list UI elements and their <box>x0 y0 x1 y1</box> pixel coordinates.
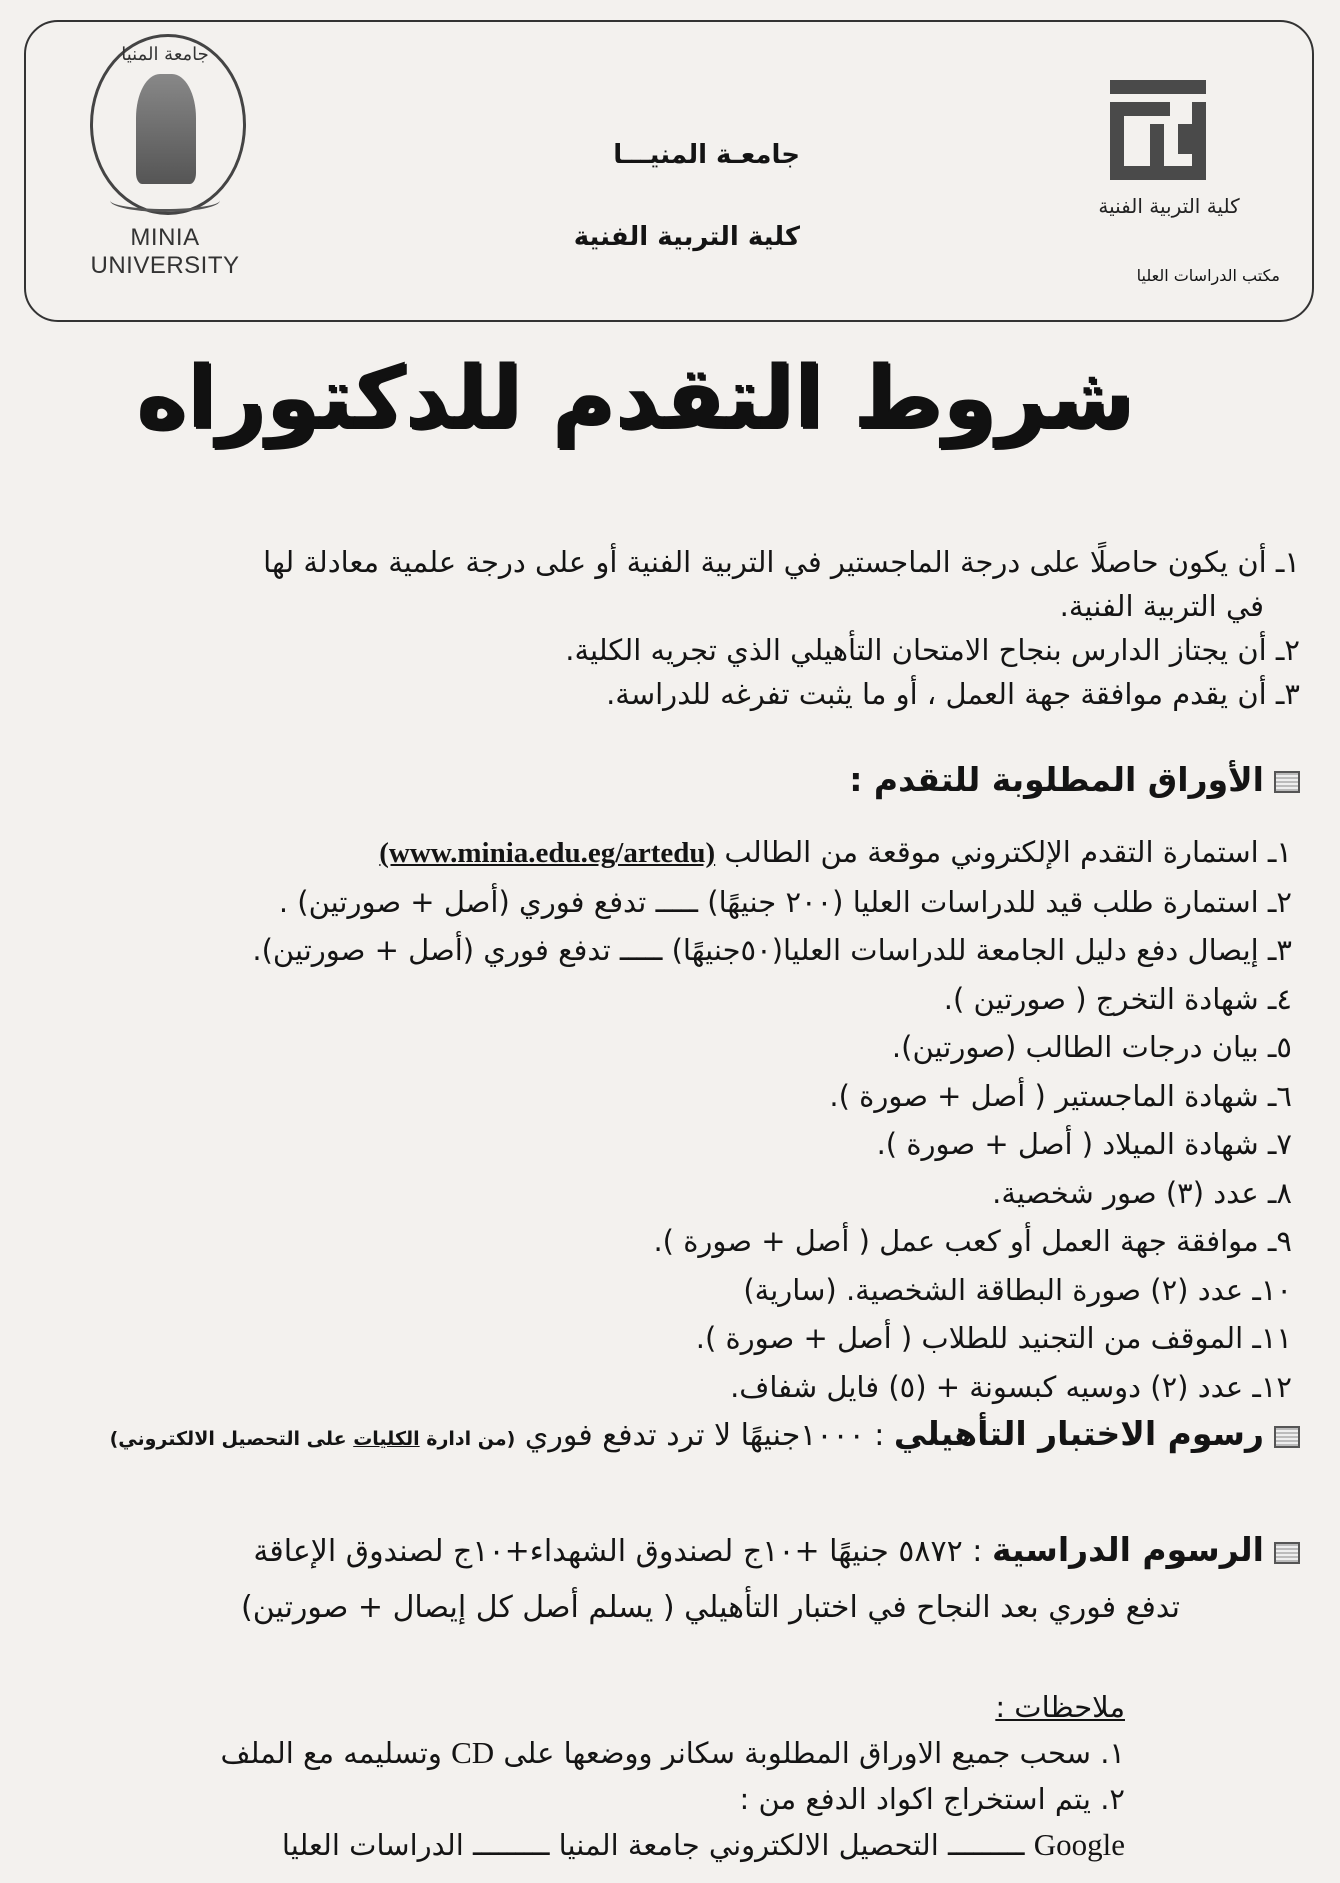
condition-2: ٢ـ أن يجتاز الدارس بنجاح الامتحان التأهيلي الذي تجريه الكلية. <box>565 633 1300 667</box>
qualifying-fee <box>20 1412 1300 1461</box>
bullet-square-icon <box>1274 771 1300 793</box>
study-fee-line2: تدفع فوري بعد النجاح في اختبار التأهيلي ( يسلم أصل كل إيصال + صورتين) <box>240 1590 1180 1625</box>
notes-list <box>25 1730 1125 1868</box>
notes-heading: ملاحظات : <box>995 1690 1125 1724</box>
qualifying-fee-text: : ١٠٠٠جنيهًا لا ترد تدفع فوري <box>524 1418 885 1453</box>
paper-item: ١١ـ الموقف من التجنيد للطلاب ( أصل + صورة ). <box>695 1321 1292 1355</box>
seal-english-text: MINIA UNIVERSITY <box>90 224 240 279</box>
paper-item <box>2 828 1292 878</box>
paper-item: ٥ـ بيان درجات الطالب (صورتين). <box>891 1030 1292 1064</box>
study-fee-text: : ٥٨٧٢ جنيهًا +١٠ج لصندوق الشهداء+١٠ج لصندوق الإعاقة <box>253 1534 983 1569</box>
qualifying-fee-note: (من ادارة الكليات على التحصيل الالكتروني) <box>109 1428 516 1450</box>
qualifying-fee-heading: رسوم الاختبار التأهيلي <box>893 1414 1264 1453</box>
application-url-link[interactable]: (www.minia.edu.eg/artedu) <box>379 837 716 869</box>
logo-text: كلية التربية الفنية <box>1098 194 1240 218</box>
open-book-icon <box>110 189 220 212</box>
note-1 <box>25 1730 1125 1776</box>
paper-item-text: ١ـ استمارة التقدم الإلكتروني موقعة من الطالب <box>724 835 1292 869</box>
paper-item: ٧ـ شهادة الميلاد ( أصل + صورة ). <box>876 1127 1292 1161</box>
paper-item: ١٠ـ عدد (٢) صورة البطاقة الشخصية. (سارية) <box>743 1272 1292 1307</box>
logo-mark-icon <box>1110 80 1206 180</box>
note-3 <box>25 1822 1125 1868</box>
note-1-text-b: وتسليمه مع الملف <box>220 1736 442 1770</box>
conditions-list <box>30 540 1300 716</box>
study-fee <box>20 1522 1300 1636</box>
bullet-square-icon <box>1274 1542 1300 1564</box>
note-1-text-a: ١. سحب جميع الاوراق المطلوبة سكانر ووضعها على <box>503 1736 1125 1770</box>
paper-item: ٦ـ شهادة الماجستير ( أصل + صورة ). <box>829 1078 1292 1113</box>
papers-heading-text: الأوراق المطلوبة للتقدم : <box>849 760 1264 799</box>
seal-arabic-text: جامعة المنيا <box>121 44 209 65</box>
office-label: مكتب الدراسات العليا <box>1136 266 1280 285</box>
minia-university-seal <box>70 34 260 279</box>
page-title: شروط التقدم للدكتوراه <box>135 348 1135 448</box>
paper-item: ٣ـ إيصال دفع دليل الجامعة للدراسات العليا(٥٠جنيهًا) ـــــ تدفع فوري (أصل + صورتين). <box>252 933 1292 967</box>
paper-item: ٤ـ شهادة التخرج ( صورتين ). <box>943 981 1292 1016</box>
paper-item: ٩ـ موافقة جهة العمل أو كعب عمل ( أصل + صورة ). <box>653 1224 1292 1258</box>
nefertiti-icon <box>136 74 196 184</box>
university-name: جامعـة المنيـــا <box>613 140 800 170</box>
condition-1: ١ـ أن يكون حاصلًا على درجة الماجستير في التربية الفنية أو على درجة علمية معادلة لها <box>263 545 1300 579</box>
papers-list <box>2 828 1292 1411</box>
study-fee-heading: الرسوم الدراسية <box>991 1530 1264 1569</box>
college-logo <box>1100 80 1250 250</box>
condition-1-continued: في التربية الفنية. <box>1059 589 1264 623</box>
paper-item: ٢ـ استمارة طلب قيد للدراسات العليا (٢٠٠ جنيهًا) ـــــ تدفع فوري (أصل + صورتين) . <box>278 884 1292 919</box>
note-3-google: Google <box>1033 1827 1125 1862</box>
paper-item: ٨ـ عدد (٣) صور شخصية. <box>992 1175 1292 1210</box>
bullet-square-icon <box>1274 1426 1300 1448</box>
note-2: ٢. يتم استخراج اكواد الدفع من : <box>739 1782 1125 1816</box>
condition-3: ٣ـ أن يقدم موافقة جهة العمل ، أو ما يثبت تفرغه للدراسة. <box>606 677 1300 711</box>
note-3-path: ـــــــــ التحصيل الالكتروني جامعة المنيا ـــــــــ الدراسات العليا <box>281 1828 1025 1862</box>
note-1-cd: CD <box>451 1735 495 1770</box>
college-name: كلية التربية الفنية <box>573 222 800 252</box>
paper-item: ١٢ـ عدد (٢) دوسيه كبسونة + (٥) فايل شفاف. <box>730 1369 1292 1404</box>
papers-heading <box>849 760 1300 799</box>
